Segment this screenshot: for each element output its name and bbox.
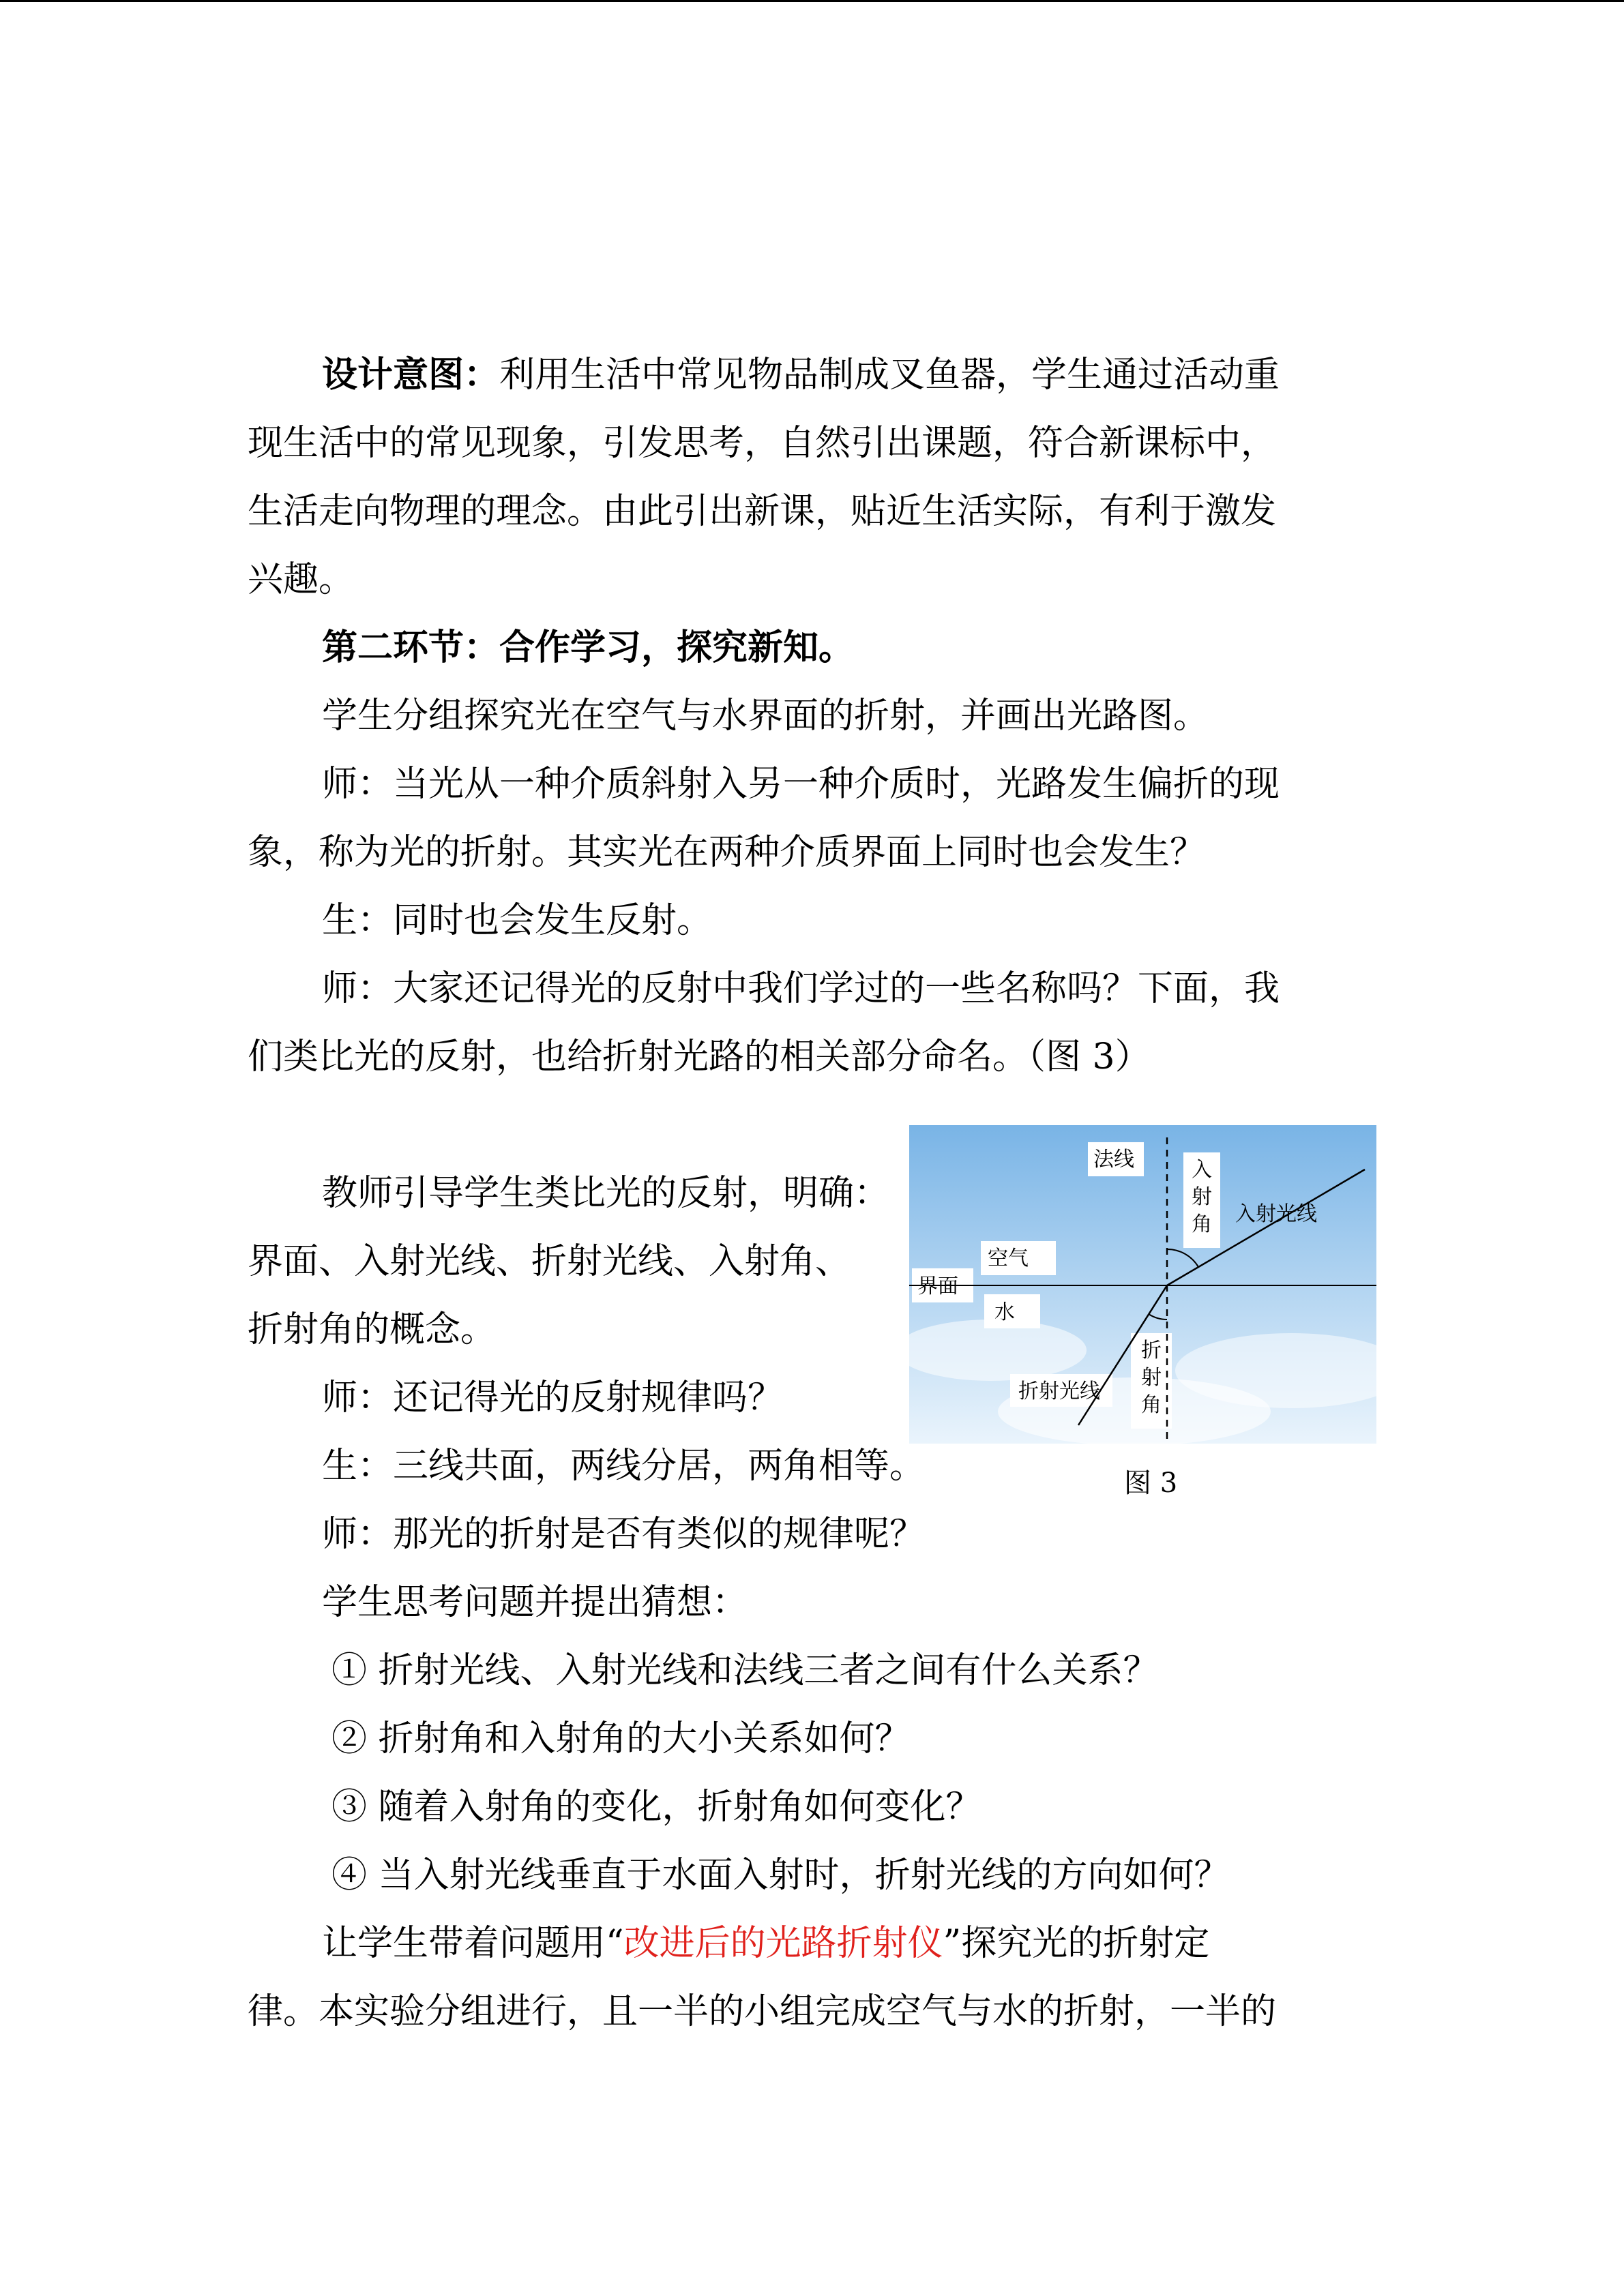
teacher-line-2a: 师：大家还记得光的反射中我们学过的一些名称吗？下面，我	[322, 968, 1280, 1009]
water-label: 水	[994, 1300, 1015, 1324]
last-paragraph-line-2: 律。本实验分组进行，且一半的小组完成空气与水的折射，一半的	[248, 1991, 1277, 2032]
incident-ray-label: 入射光线	[1235, 1202, 1317, 1226]
question-2: ② 折射角和入射角的大小关系如何？	[331, 1718, 911, 1759]
incident-angle-label-1: 入	[1192, 1158, 1212, 1182]
teacher-line-3: 师：还记得光的反射规律吗？	[322, 1377, 784, 1418]
refracted-ray-label: 折射光线	[1018, 1380, 1100, 1403]
refraction-diagram	[909, 1125, 1376, 1444]
teacher-line-1a: 师：当光从一种介质斜射入另一种介质时，光路发生偏折的现	[322, 764, 1280, 805]
student-line-2: 生：三线共面，两线分居，两角相等。	[322, 1446, 926, 1487]
air-label: 空气	[988, 1247, 1029, 1270]
design-intent-line-3: 生活走向物理的理念。由此引出新课，贴近生活实际，有利于激发	[248, 491, 1277, 532]
question-3: ③ 随着入射角的变化，折射角如何变化？	[331, 1787, 981, 1828]
incident-angle-label-3: 角	[1192, 1212, 1212, 1236]
design-intent-line-2: 现生活中的常见现象，引发思考，自然引出课题，符合新课标中，	[248, 423, 1277, 464]
guide-line-1: 教师引导学生类比光的反射，明确：	[322, 1173, 890, 1214]
student-thinking-line: 学生思考问题并提出猜想：	[322, 1582, 748, 1623]
teacher-line-4: 师：那光的折射是否有类似的规律呢？	[322, 1514, 926, 1555]
figure-caption: 图 3	[1124, 1467, 1178, 1499]
last-paragraph-line-1	[322, 1921, 1209, 1966]
page-top-border	[0, 0, 1624, 2]
normal-label: 法线	[1093, 1148, 1134, 1172]
design-intent-line-1	[322, 353, 1280, 398]
guide-line-2: 界面、入射光线、折射光线、入射角、	[248, 1241, 851, 1282]
highlighted-instrument-name: 改进后的光路折射仪	[623, 1923, 943, 1964]
refract-angle-label-2: 射	[1141, 1366, 1162, 1390]
teacher-line-2b: 们类比光的反射，也给折射光路的相关部分命名。（图 3）	[248, 1037, 1151, 1077]
interface-label: 界面	[917, 1274, 958, 1298]
incident-angle-label-2: 射	[1192, 1185, 1212, 1209]
question-1: ① 折射光线、入射光线和法线三者之间有什么关系？	[331, 1650, 1159, 1691]
refract-angle-label-1: 折	[1141, 1339, 1162, 1362]
last-paragraph-pre: 让学生带着问题用“	[322, 1923, 624, 1964]
guide-line-3: 折射角的概念。	[248, 1309, 497, 1350]
last-paragraph-post: ”探究光的折射定	[943, 1923, 1210, 1964]
design-intent-text: 利用生活中常见物品制成叉鱼器，学生通过活动重	[499, 355, 1280, 396]
teacher-line-1b: 象，称为光的折射。其实光在两种介质界面上同时也会发生？	[248, 832, 1206, 873]
refract-angle-label-3: 角	[1141, 1393, 1162, 1417]
question-4: ④ 当入射光线垂直于水面入射时，折射光线的方向如何？	[331, 1855, 1230, 1896]
design-intent-line-4: 兴趣。	[248, 559, 355, 600]
design-intent-label: 设计意图：	[322, 354, 500, 396]
section-heading: 第二环节：合作学习，探究新知。	[322, 627, 855, 668]
figure-3	[909, 1125, 1376, 1444]
paragraph-group-inquiry: 学生分组探究光在空气与水界面的折射，并画出光路图。	[322, 696, 1209, 736]
student-line-1: 生：同时也会发生反射。	[322, 900, 713, 941]
